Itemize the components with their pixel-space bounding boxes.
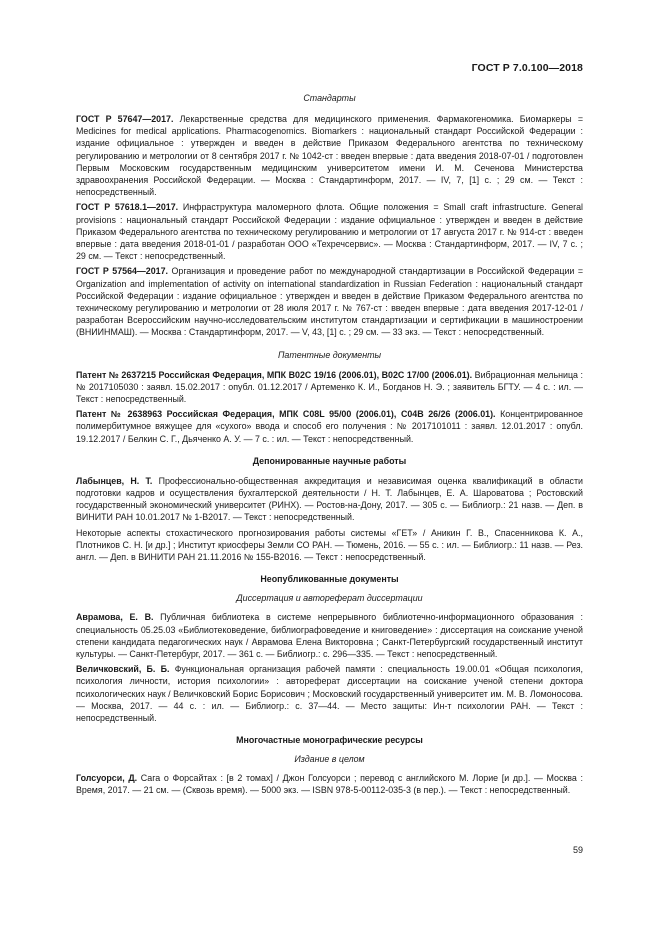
entry-text: Профессионально-общественная аккредитация и независимая оценка квалификаций в области подготовки кадров и осуществления бухгалтерской деятельности / Н. Т. Лабынцев, Е. А. Шароватова ; Ростовский государственный экономический университет (РИНХ). — Ростов-на-Дону, 2017. — 305 с. — Библиогр.: 21 назв. — Деп. в ВИНИТИ РАН 10.01.2017 № 1-В2017. — Текст : непосредственный. — [76, 475, 583, 523]
bibliographic-entry — [76, 772, 583, 796]
entry-lead: ГОСТ Р 57647—2017. — [76, 114, 174, 124]
bibliographic-entry — [76, 527, 583, 564]
bibliographic-entry — [76, 663, 583, 724]
entry-text: Концентрированное полимербитумное вяжущее для «сухого» ввода и способ его получения : № 2017101011 : заявл. 12.01.2017 : опубл. 19.12.2017 / Белкин С. Г., Дьяченко А. У. — 7 с. : ил. — Текст : непосредственный. — [76, 409, 583, 444]
entry-lead: Патент № 2637215 Российская Федерация, МПК B02C 19/16 (2006.01), B02C 17/00 (2006.01). — [76, 369, 473, 380]
entry-text: Функциональная организация рабочей памяти : специальность 19.00.01 «Общая психология, психология личности, история психологии» : автореферат диссертации на соискание ученой степени доктора психологических наук / Величковский Борис Борисович ; Московский государственный университет им. М. В. Ломоносова. — Москва, 2017. — 44 с. : ил. — Библиогр.: с. 37—44. — Место защиты: Ин-т психологии РАН. — Текст : непосредственный. — [76, 664, 583, 723]
section-title-standards: Стандарты — [303, 93, 356, 103]
entry-lead: Патент № 2638963 Российская Федерация, МПК C08L 95/00 (2006.01), C04B 26/26 (2006.01). — [76, 409, 496, 420]
bibliographic-entry — [76, 611, 583, 660]
bibliographic-entry — [76, 265, 583, 338]
entry-text: Организация и проведение работ по международной стандартизации в Российской Федерации = Organization and implementation of activity on international standardization in Russian Federation : национальный стандарт Российской Федерации : издание официальное : утвержден и введен в действие Приказом Федерального агентства по техническому регулированию и метрологии от 28 июля 2017 г. № 767-ст : введен впервые : дата введения 2017-12-01 / разработан Всероссийским научно-исследовательским институтом стандартизации и сертификации в машиностроении (ВНИИНМАШ). — Москва : Стандартинформ, 2017. — V, 43, [1] с. ; 29 см. — 33 экз. — Текст : непосредственный. — [76, 266, 583, 338]
entry-text: Некоторые аспекты стохастического прогнозирования работы системы «ГЕТ» / Аникин Г. В., Спасенникова К. А., Плотников С. Н. [и др.] ; Институт криосферы Земли СО РАН. — Тюмень, 2016. — 55 с. : ил. — Библиогр.: 11 назв. — Рез. англ. — Деп. в ВИНИТИ РАН 21.11.2016 № 155-В2016. — Текст : непосредственный. — [76, 527, 583, 563]
bibliographic-entry — [76, 201, 583, 262]
entry-lead: ГОСТ Р 57618.1—2017. — [76, 202, 179, 213]
bibliographic-entry — [76, 475, 583, 524]
section-subtitle-dissertation: Диссертация и автореферат диссертации — [236, 593, 423, 604]
bibliographic-entry — [76, 113, 583, 198]
entry-lead: Лабынцев, Н. Т. — [76, 475, 153, 486]
entry-text: Инфраструктура маломерного флота. Общие положения = Small craft infrastructure. General provisions : национальный стандарт Российской Федерации : издание официальное : утвержден и введен в действие Приказом Федерального агентства по техническому регулированию и метрологии от 17 августа 2017 г. № 914-ст : введен впервые : дата введения 2018-01-01 / разработан ООО «Техречсервис». — Москва : Стандартинформ, 2017. — IV, 7 с. ; 29 см. — Текст : непосредственный. — [76, 202, 583, 262]
entry-text: Публичная библиотека в системе непрерывного библиотечно-информационного образования : специальность 05.25.03 «Библиотековедение, библиографоведение и книговедение» : диссертация на соискание ученой степени кандидата педагогических наук / Аврамова Елена Викторовна ; Санкт-Петербургский государственный институт культуры. — Санкт-Петербург, 2017. — 361 с. — Библиогр.: с. 296—335. — Текст : непосредственный. — [76, 612, 583, 659]
entry-text: Сага о Форсайтах : [в 2 томах] / Джон Голсуорси ; перевод с английского М. Лорие [и др.]. — Москва : Время, 2017. — 21 см. — (Сквозь время). — 5000 экз. — ISBN 978-5-00112-035-3 (в пер.). — Текст : непосредственный. — [76, 773, 583, 796]
entry-text: Вибрационная мельница : № 2017105030 : заявл. 15.02.2017 : опубл. 01.12.2017 / Артеменко К. И., Богданов Н. Э. ; заявитель БГТУ. — 4 с. : ил. — Текст : непосредственный. — [76, 369, 584, 405]
section-title-unpublished: Неопубликованные документы — [260, 574, 399, 585]
entry-text: Лекарственные средства для медицинского применения. Фармакогеномика. Биомаркеры = Medicines for medical applications. Pharmacogenomics. Biomarkers : национальный стандарт Российской Федерации : издание официальное : утвержден и введен в действие Приказом Федерального агентства по техническому регулированию и метрологии от 8 сентября 2017 г. № 1042-ст : введен впервые : дата введения 2018-07-01 / подготовлен Первым Московским государственным медицинским университетом имени И. М. Сеченова Министерства здравоохранения Российской Федерации. — Москва : Стандартинформ, 2017. — IV, 7, [1] с. ; 29 см. — Текст : непосредственный. — [76, 114, 584, 198]
section-title-multipart: Многочастные монографические ресурсы — [236, 735, 423, 746]
document-body — [76, 92, 583, 797]
section-subtitle-whole-edition: Издание в целом — [294, 754, 365, 765]
bibliographic-entry — [76, 408, 583, 445]
entry-lead: Аврамова, Е. В. — [76, 612, 154, 623]
entry-lead: Голсуорси, Д. — [76, 773, 138, 784]
entry-lead: ГОСТ Р 57564—2017. — [76, 266, 169, 277]
bibliographic-entry — [76, 369, 583, 406]
section-title-deposited: Депонированные научные работы — [252, 455, 407, 466]
entry-lead: Величковский, Б. Б. — [76, 664, 170, 675]
page-number: 59 — [572, 845, 583, 855]
standard-code-header: ГОСТ Р 7.0.100—2018 — [471, 62, 583, 74]
section-title-patents: Патентные документы — [277, 349, 382, 360]
